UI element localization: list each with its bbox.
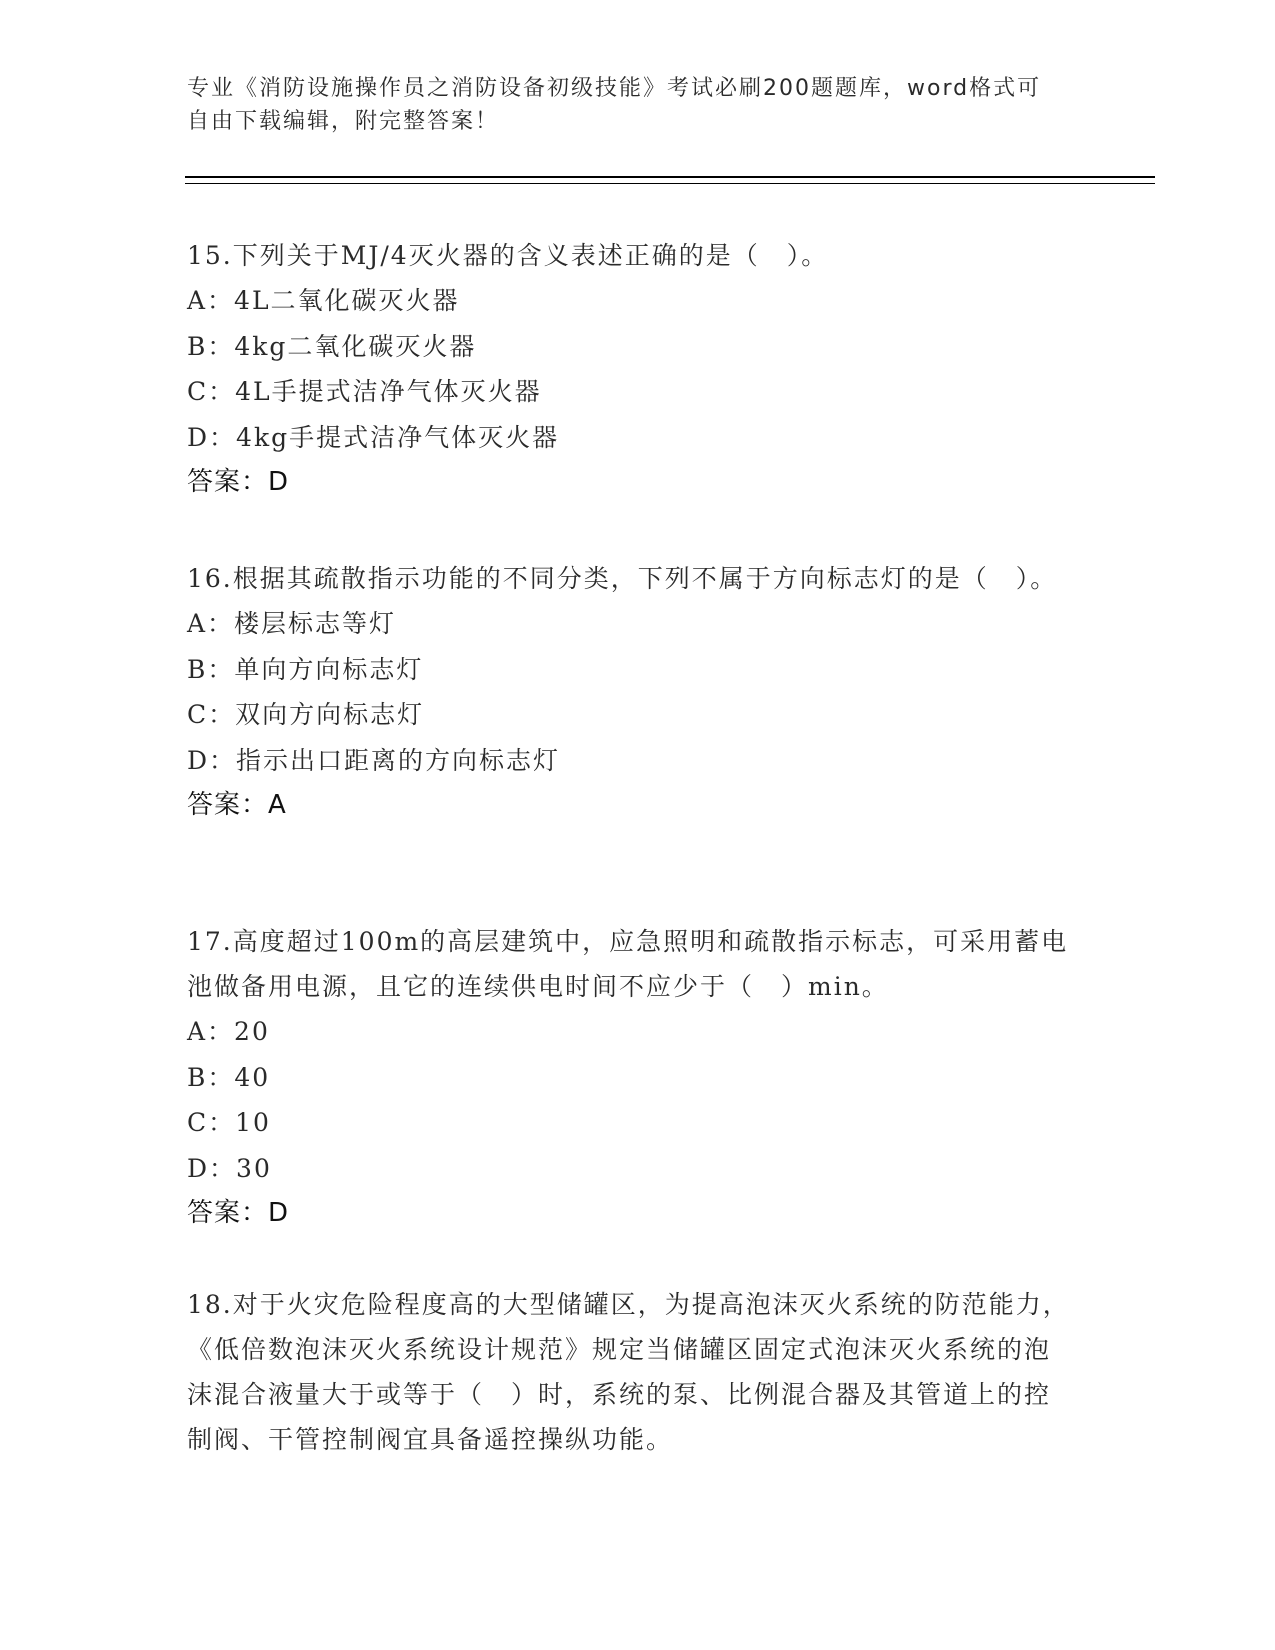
header-line-1: 专业《消防设施操作员之消防设备初级技能》考试必刷200题题库，word格式可 [187,76,1042,101]
question-stem: 16.根据其疏散指示功能的不同分类，下列不属于方向标志灯的是（ ）。 [187,564,1058,593]
option-d: D：30 [187,1153,272,1183]
question-18 [187,1282,1077,1462]
option-a: A：楼层标志等灯 [187,609,397,638]
option-b: B：40 [187,1062,271,1092]
option-c: C：10 [187,1108,271,1137]
header-divider-thin [185,183,1155,184]
document-header [187,72,1067,138]
option-d: D：4kg手提式洁净气体灭火器 [187,422,560,452]
option-a: A：4L二氧化碳灭火器 [187,286,460,315]
question-15 [187,233,1077,505]
answer: 答案：D [187,1198,290,1228]
question-stem: 17.高度超过100m的高层建筑中，应急照明和疏散指示标志，可采用蓄电池做备用电源，且它的连续供电时间不应少于（ ）min。 [187,927,1069,1001]
option-b: B：4kg二氧化碳灭火器 [187,331,477,361]
option-c: C：4L手提式洁净气体灭火器 [187,377,542,406]
option-c: C：双向方向标志灯 [187,700,425,729]
question-stem: 15.下列关于MJ/4灭火器的含义表述正确的是（ ）。 [187,241,829,270]
header-line-2: 自由下载编辑，附完整答案！ [187,109,500,134]
question-stem: 18.对于火灾危险程度高的大型储罐区，为提高泡沫灭火系统的防范能力，《低倍数泡沫灭火系统设计规范》规定当储罐区固定式泡沫灭火系统的泡沫混合液量大于或等于（ ）时，系统的泵、比例混合器及其管道上的控制阀、干管控制阀宜具备遥控操纵功能。 [187,1290,1070,1454]
option-a: A：20 [187,1017,270,1046]
question-17 [187,919,1077,1236]
answer: 答案：A [187,790,287,820]
answer: 答案：D [187,467,290,497]
option-b: B：单向方向标志灯 [187,654,424,684]
option-d: D：指示出口距离的方向标志灯 [187,745,561,775]
header-divider-thick [185,176,1155,178]
question-16 [187,556,1077,828]
